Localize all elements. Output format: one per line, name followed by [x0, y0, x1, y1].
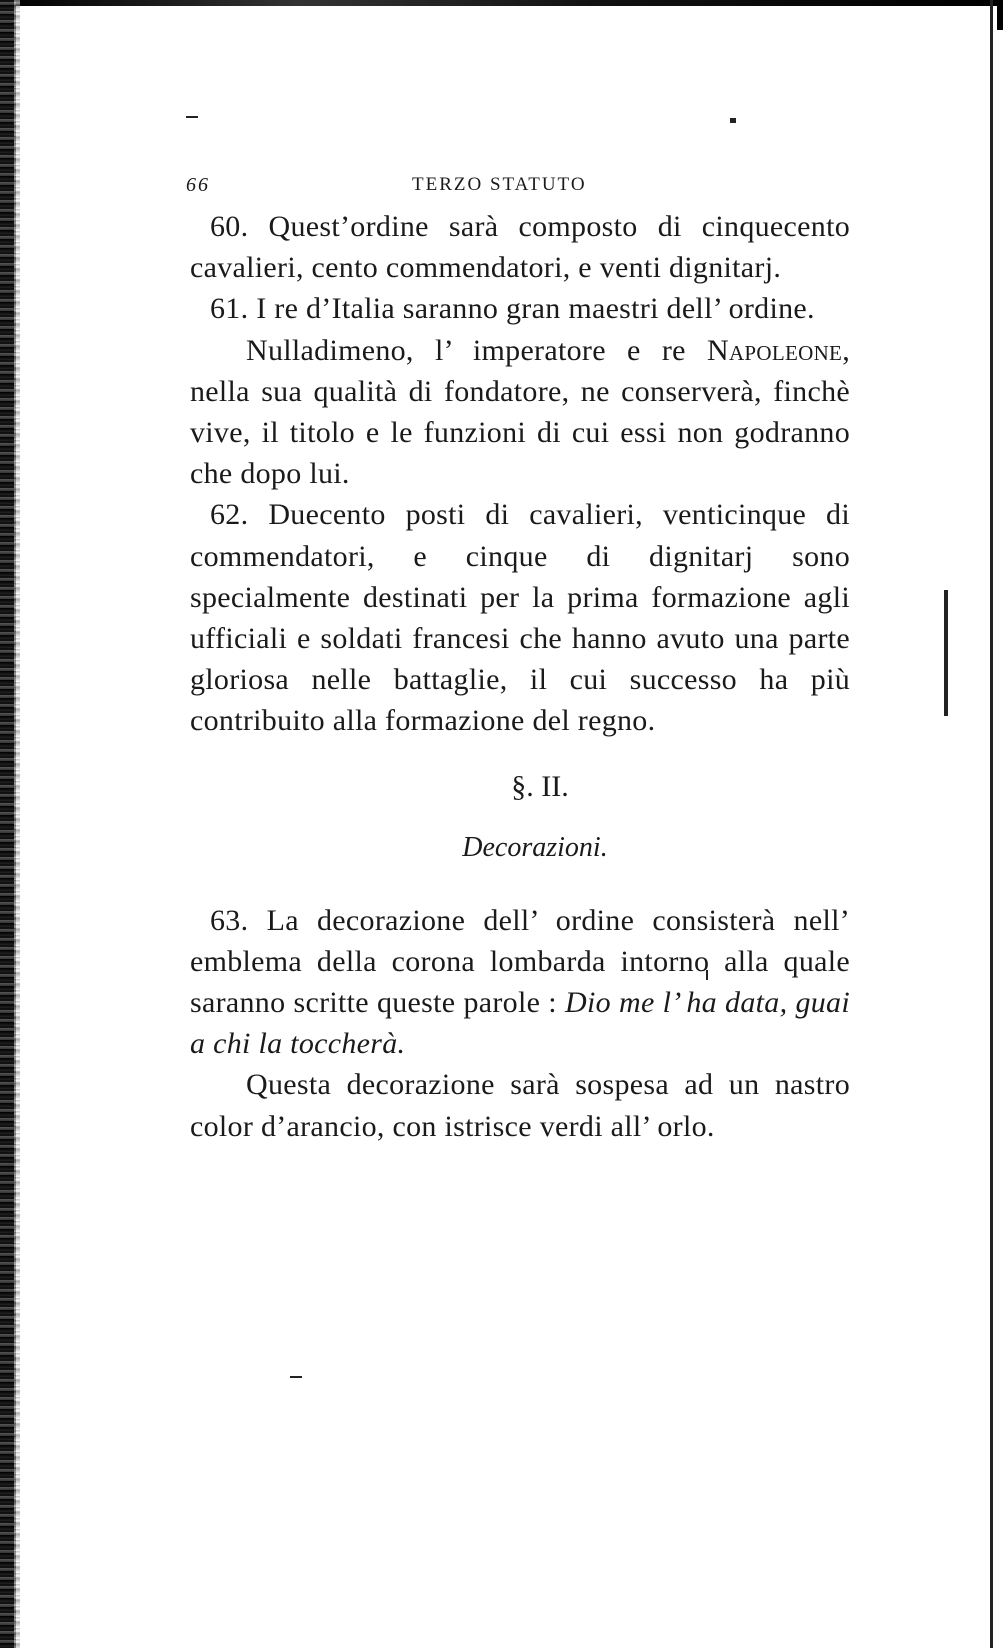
margin-mark-bottom	[290, 1376, 302, 1378]
article-60-text: 60. Quest’ordine sarà composto di cinquecento cavalieri, cento commendatori, e venti dignitarj.	[190, 210, 850, 285]
article-63-continued-text: Questa decorazione sarà sospesa ad un nastro color d’arancio, con istrisce verdi all’ orlo.	[190, 1068, 850, 1143]
napoleone-name: Napoleone	[706, 333, 843, 367]
scan-top-border	[0, 0, 1003, 6]
page-number: 66	[186, 174, 210, 196]
margin-mark-top-right	[730, 118, 736, 123]
scan-binding-edge	[0, 0, 16, 1648]
scan-right-corner	[997, 0, 1003, 30]
margin-mark-right-bar	[944, 590, 948, 716]
section-title: Decorazioni.	[462, 831, 608, 863]
article-61-text: 61. I re d’Italia saranno gran maestri dell’ ordine.	[210, 292, 815, 326]
article-60	[190, 206, 850, 288]
article-63-continued	[190, 1064, 850, 1146]
section-heading: §. II.	[511, 769, 569, 803]
running-head	[186, 170, 850, 200]
article-61-continued-end: , nella sua qualità di fondatore, ne conserverà, finchè vive, il titolo e le funzioni di cui essi non godranno che dopo lui.	[190, 333, 850, 491]
article-61-continued-start: Nulladimeno, l’ imperatore e re	[246, 333, 707, 367]
book-page	[186, 170, 850, 1147]
article-61-continued	[190, 330, 850, 495]
article-63	[190, 900, 850, 1065]
margin-mark-top-left	[186, 116, 198, 118]
article-63-text: 63. La decorazione dell’ ordine consisterà nell’ emblema della corona lombarda intorno alla quale saranno scritte queste parole :	[190, 903, 850, 1020]
article-61	[190, 288, 850, 329]
article-62	[190, 494, 850, 741]
article-63-motto: Dio me l’ ha data, guai a chi la toccherà.	[190, 986, 850, 1061]
scan-right-border	[990, 0, 993, 1648]
running-title: TERZO STATUTO	[412, 174, 587, 195]
article-62-text: 62. Duecento posti di cavalieri, venticinque di commendatori, e cinque di dignitarj sono specialmente destinati per la prima formazione agli ufficiali e soldati francesi che hanno avuto una parte gloriosa nelle battaglie, il cui successo ha più contribuito alla formazione del regno.	[190, 498, 850, 738]
